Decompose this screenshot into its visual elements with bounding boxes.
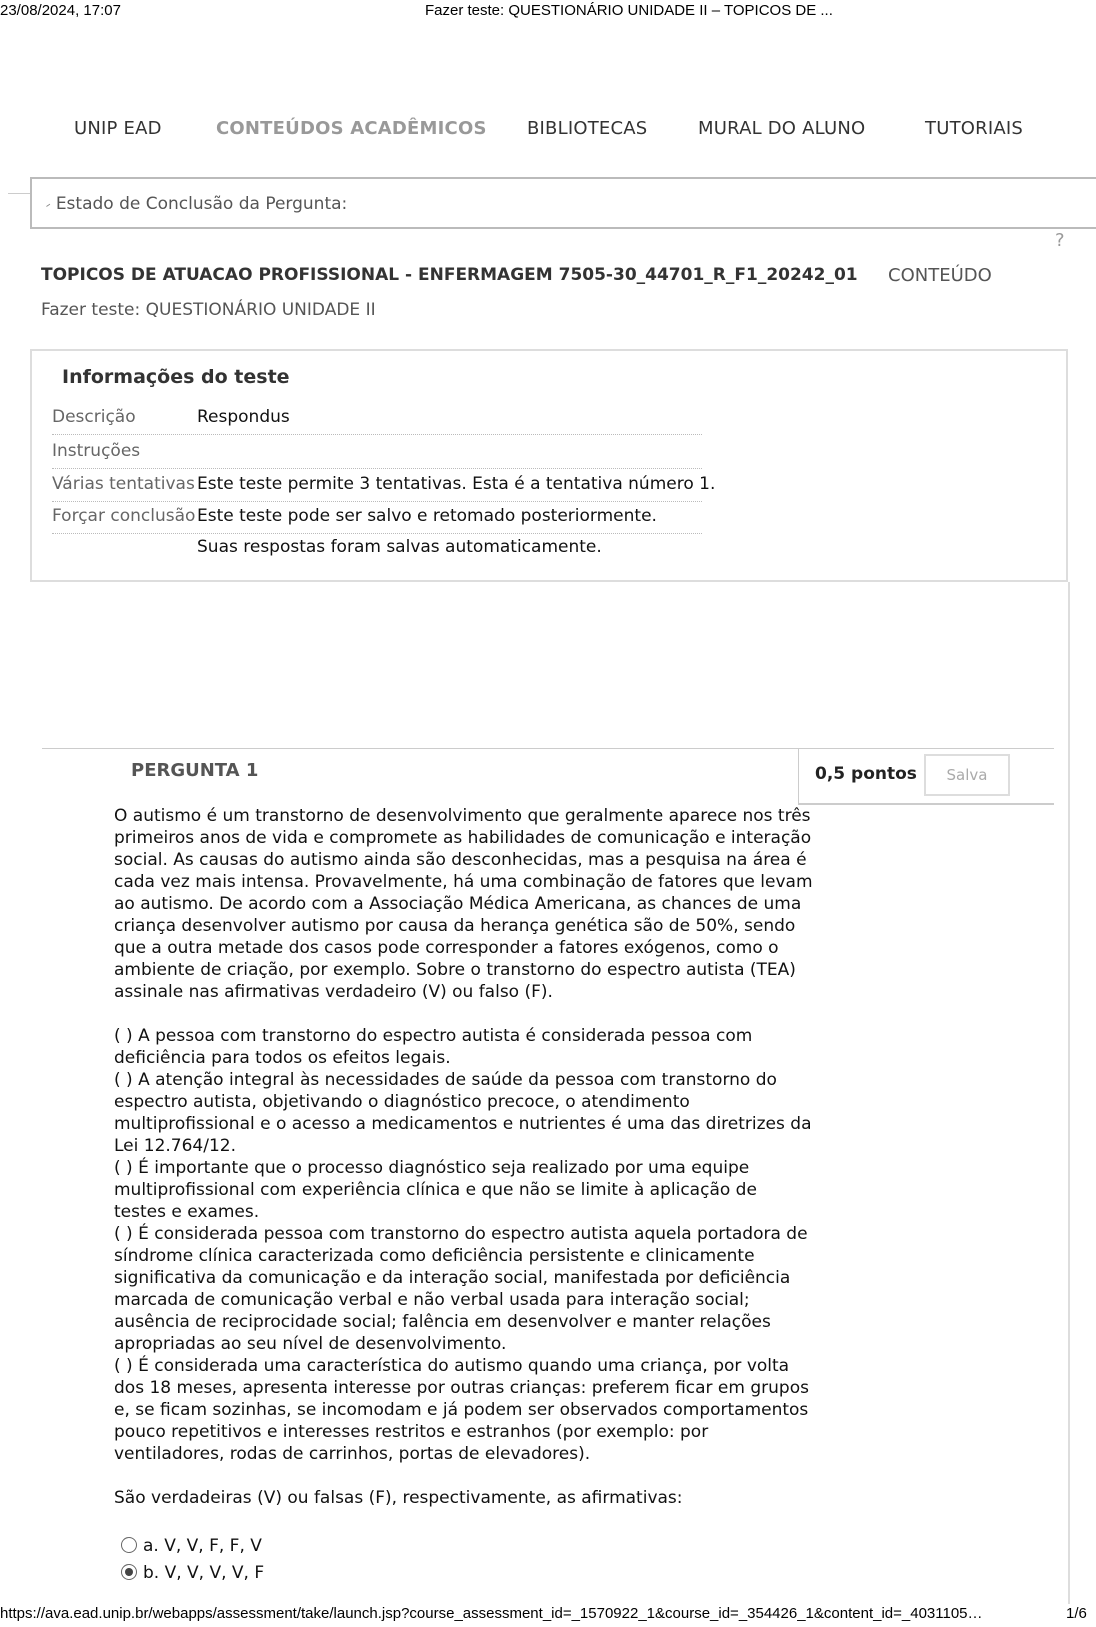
info-label: Instruções [52,441,141,461]
option-label: b. V, V, V, V, F [143,1563,265,1583]
nav-item-conteudos-academicos[interactable]: CONTEÚDOS ACADÊMICOS [216,118,487,139]
answer-option-b[interactable] [121,1563,264,1583]
answer-option-a[interactable] [121,1536,262,1556]
nav-item-unip-ead[interactable]: UNIP EAD [74,118,162,139]
statement-5: ( ) É considerada uma característica do autismo quando uma criança, por volta dos 18 meses, apresenta interesse por outras crianças: preferem ficar em grupos e, se ficam sozinhas, se incomodam e já podem ser observados comportamentos pouco repetitivos e interesses restritos e estranhos (por exemplo: por ventiladores, rodas de carrinhos, portas de elevadores). [114,1356,809,1464]
question-paragraph: O autismo é um transtorno de desenvolvimento que geralmente aparece nos três primeiros anos de vida e compromete as habilidades de comunicação e interação social. As causas do autismo ainda são desconhecidas, mas a pesquisa na área é cada vez mais intensa. Provavelmente, há uma combinação de fatores que levam ao autismo. De acordo com a Associação Médica Americana, as chances de uma criança desenvolver autismo por causa da herança genética são de 50%, sendo que a outra metade dos casos pode corresponder a fatores exógenos, como o ambiente de criação, por exemplo. Sobre o transtorno do espectro autista (TEA) assinale nas afirmativas verdadeiro (V) ou falso (F). [114,806,813,1002]
info-value: Este teste permite 3 tentativas. Esta é a tentativa número 1. [197,474,716,494]
info-value: Respondus [197,407,290,427]
statement-4: ( ) É considerada pessoa com transtorno do espectro autista aquela portadora de síndrome clínica caracterizada como deficiência persistente e clinicamente significativa da comunicação e da interação social, manifestada por deficiência marcada de comunicação verbal e não verbal usada para interação social; ausência de reciprocidade social; falência em desenvolver e manter relações apropriadas ao seu nível de desenvolvimento. [114,1224,808,1354]
save-status-button[interactable]: Salva [924,754,1010,796]
info-label: Forçar conclusão [52,506,196,526]
top-nav [0,118,1096,148]
print-page-title: Fazer teste: QUESTIONÁRIO UNIDADE II – TOPICOS DE ... [425,2,833,19]
question-points: 0,5 pontos [815,764,917,784]
info-value: Este teste pode ser salvo e retomado posteriormente. [197,506,657,526]
statement-2: ( ) A atenção integral às necessidades de saúde da pessoa com transtorno do espectro autista, objetivando o diagnóstico precoce, o atendimento multiprofissional e o acesso a medicamentos e nutrientes é uma das diretrizes da Lei 12.764/12. [114,1070,812,1156]
statement-3: ( ) É importante que o processo diagnóstico seja realizado por uma equipe multiprofissional com experiência clínica e que não se limite à aplicação de testes e exames. [114,1158,757,1222]
print-datetime: 23/08/2024, 17:07 [0,2,121,19]
radio-button[interactable] [121,1537,137,1553]
paragraph-gap [114,1003,814,1025]
question-title: PERGUNTA 1 [131,760,259,781]
info-label: Descrição [52,407,136,427]
divider [8,193,30,194]
nav-item-tutoriais[interactable]: TUTORIAIS [925,118,1023,139]
double-chevron-down-icon: ⹝ [46,198,51,213]
question-status-bar[interactable] [30,177,1096,229]
course-title: TOPICOS DE ATUACAO PROFISSIONAL - ENFERMAGEM 7505-30_44701_R_F1_20242_01 [41,265,858,285]
print-url: https://ava.ead.unip.br/webapps/assessment/take/launch.jsp?course_assessment_id=_1570922_1&course_id=_354426_1&content_id=_4031105… [0,1605,983,1622]
info-row-attempts [52,469,716,502]
info-label: Várias tentativas [52,474,195,494]
question-text [114,805,814,1509]
print-page-number: 1/6 [1066,1605,1087,1622]
option-label: a. V, V, F, F, V [143,1536,262,1556]
content-link[interactable]: CONTEÚDO [888,265,992,286]
test-info-heading: Informações do teste [62,366,290,388]
page-subtitle: Fazer teste: QUESTIONÁRIO UNIDADE II [41,300,376,320]
radio-button[interactable] [121,1564,137,1580]
status-toggle[interactable] [46,194,347,214]
question-prompt: São verdadeiras (V) ou falsas (F), respectivamente, as afirmativas: [114,1488,683,1508]
info-row-description [52,402,702,435]
content-border [1068,582,1070,1604]
help-icon[interactable]: ? [1055,230,1065,251]
question-divider [42,748,798,749]
info-row-force-completion [52,501,702,534]
info-row-instructions [52,436,702,469]
paragraph-gap [114,1465,814,1487]
autosave-note: Suas respostas foram salvas automaticamente. [197,537,602,557]
statement-1: ( ) A pessoa com transtorno do espectro autista é considerada pessoa com deficiência para todos os efeitos legais. [114,1026,753,1068]
status-label: Estado de Conclusão da Pergunta: [55,194,348,214]
nav-item-mural-do-aluno[interactable]: MURAL DO ALUNO [698,118,866,139]
nav-item-bibliotecas[interactable]: BIBLIOTECAS [527,118,648,139]
